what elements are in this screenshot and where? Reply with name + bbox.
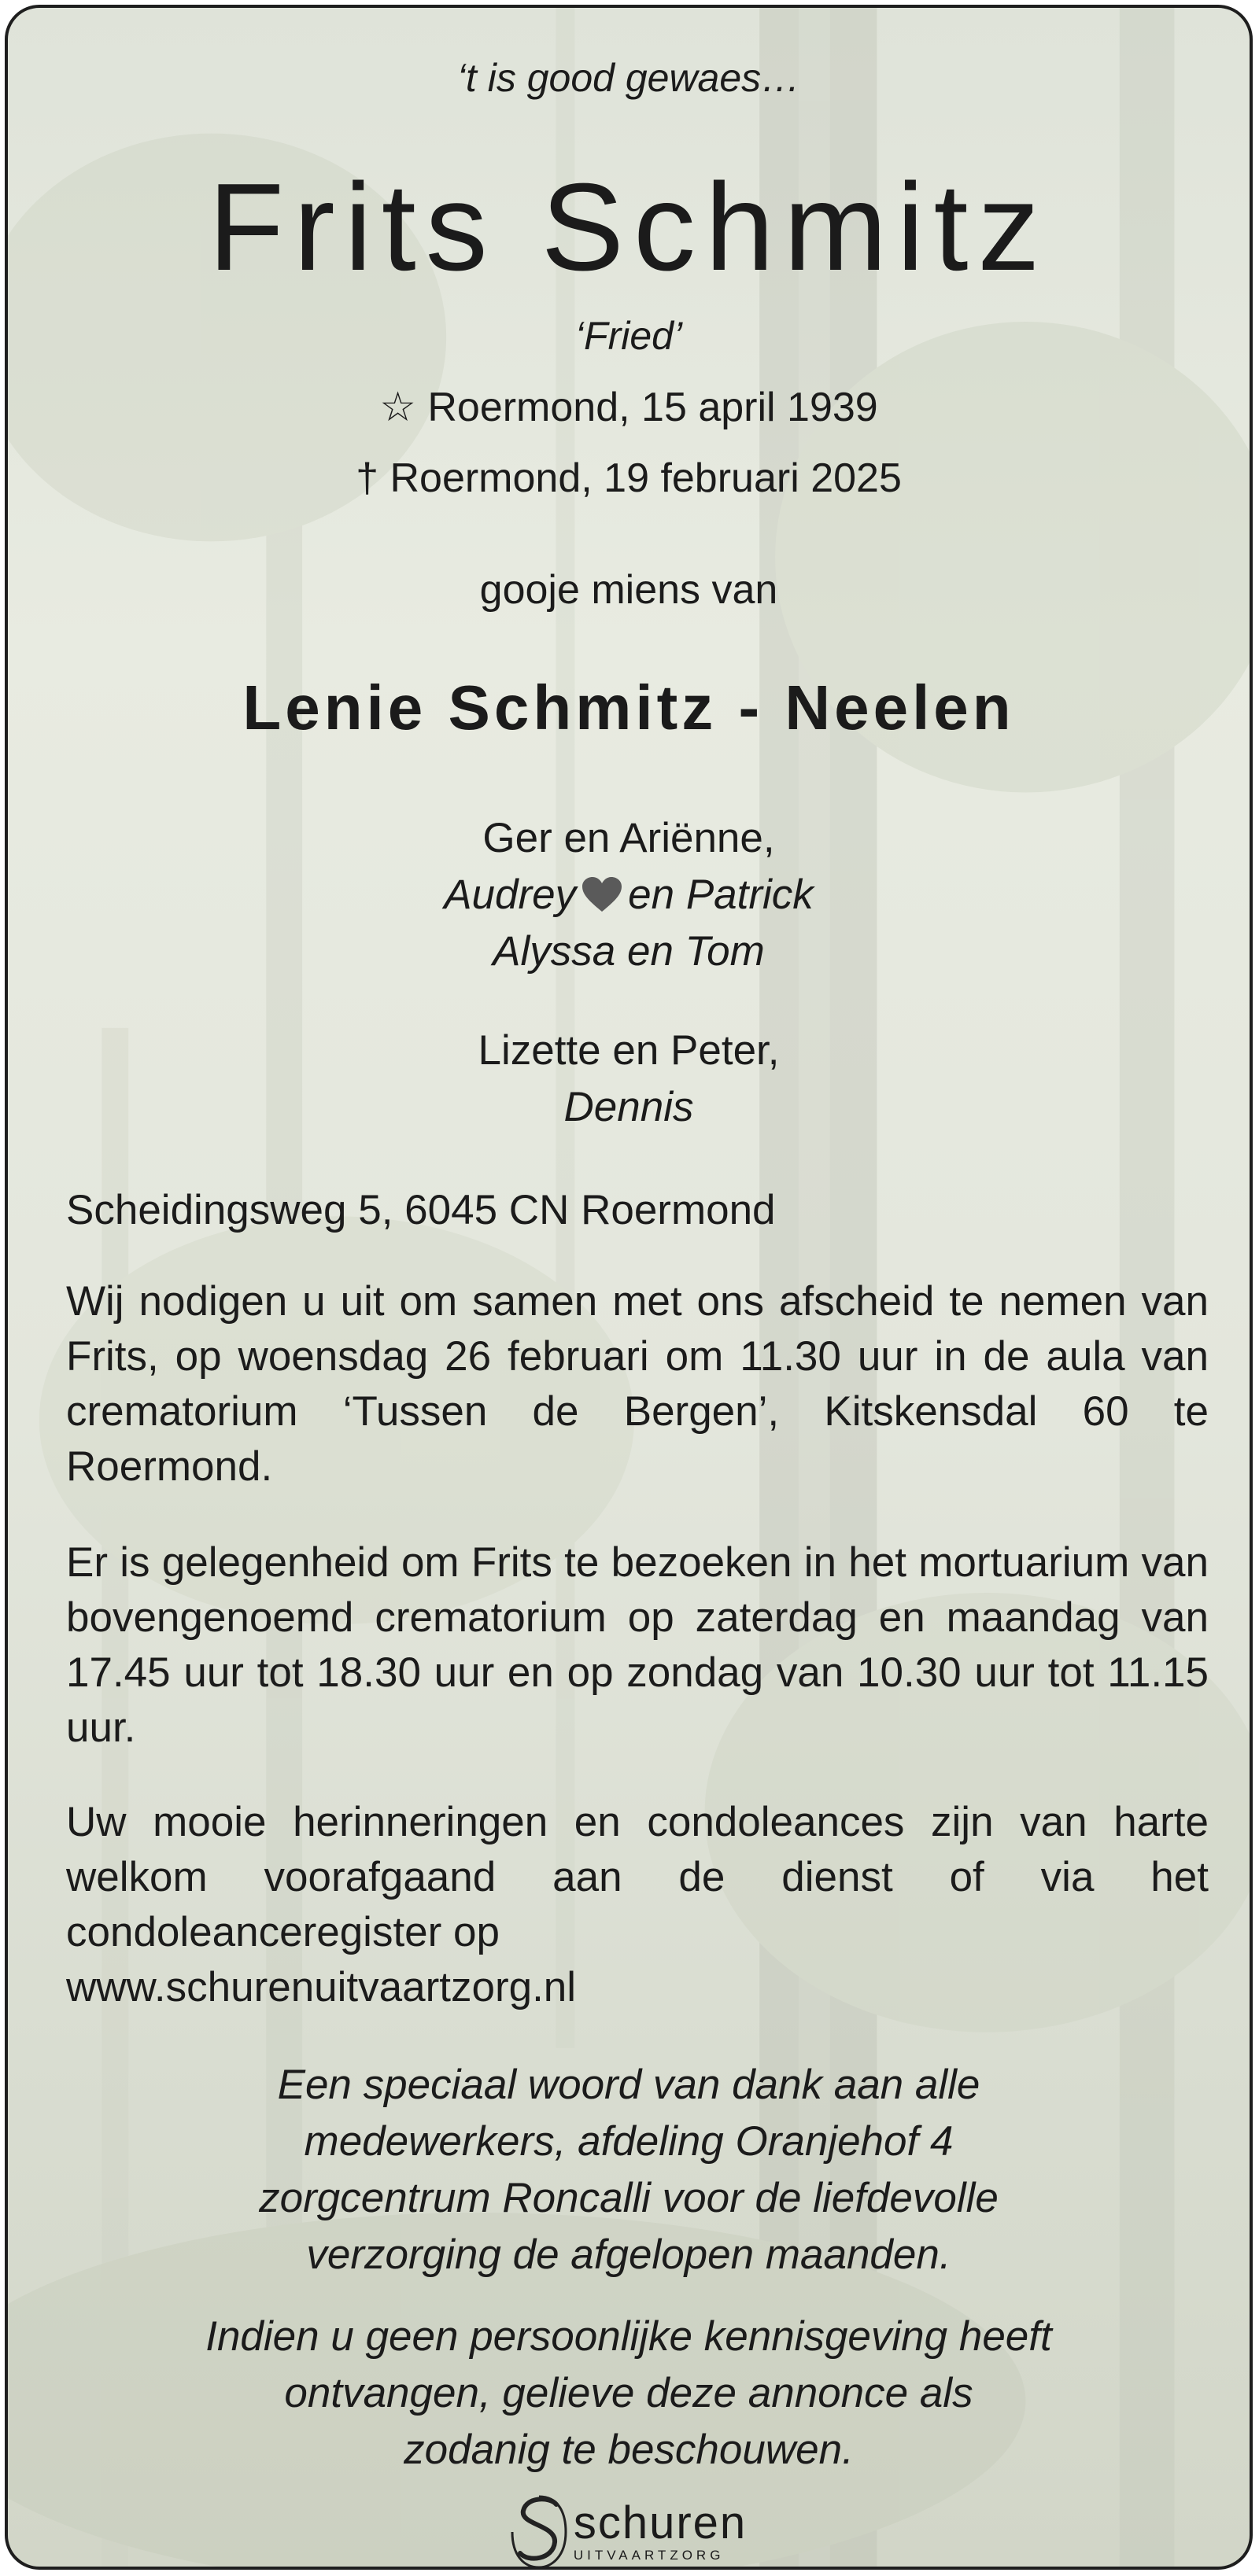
spouse-intro: gooje miens van [479, 567, 778, 613]
website-link[interactable]: www.schurenuitvaartzorg.nl [66, 1964, 577, 2010]
thanks-block [8, 2057, 1250, 2283]
notice-line: zodanig te beschouwen. [404, 2427, 854, 2473]
family-name: Audrey [444, 872, 577, 918]
family-group-1 [8, 810, 1250, 980]
notice-line: Indien u geen persoonlijke kennisgeving heeft [205, 2313, 1052, 2360]
schuren-logo-mark [511, 2493, 567, 2570]
thanks-line: Een speciaal woord van dank aan alle [277, 2062, 980, 2108]
death-line: † Roermond, 19 februari 2025 [356, 455, 902, 501]
family-line: Alyssa en Tom [493, 928, 765, 975]
notice-block [8, 2309, 1250, 2478]
spouse-name: Lenie Schmitz - Neelen [242, 673, 1015, 743]
birth-line: ☆ Roermond, 15 april 1939 [379, 385, 878, 430]
logo-subtitle: UITVAARTZORG [573, 2548, 725, 2563]
thanks-line: medewerkers, afdeling Oranjehof 4 [304, 2118, 954, 2165]
heart-icon [581, 875, 623, 913]
family-name: en Patrick [628, 872, 814, 918]
deceased-nickname: ‘Fried’ [574, 314, 683, 358]
thanks-line: verzorging de afgelopen maanden. [306, 2231, 951, 2278]
family-line: Dennis [563, 1084, 694, 1130]
family-line: Ger en Ariënne, [482, 815, 775, 861]
condolences-text: Uw mooie herinneringen en condoleances zijn van harte welkom voorafgaand aan de dienst of via het condoleanceregister op [66, 1799, 1209, 1955]
ceremony-paragraph: Wij nodigen u uit om samen met ons afscheid te nemen van Frits, op woensdag 26 februari om 11.30 uur in de aula van crematorium ‘Tussen de Bergen’, Kitskensdal 60 te Roermond. [66, 1278, 1209, 1490]
obituary-card [5, 5, 1253, 2570]
family-group-2 [8, 1023, 1250, 1136]
logo-lockup [511, 2493, 747, 2570]
funeral-home-logo [8, 2493, 1250, 2570]
family-line: Lizette en Peter, [478, 1027, 780, 1074]
deceased-name: Frits Schmitz [208, 158, 1050, 297]
address: Scheidingsweg 5, 6045 CN Roermond [66, 1187, 776, 1233]
motto: ‘t is good gewaes… [456, 56, 801, 100]
family-line-with-heart [8, 867, 1250, 923]
logo-text [573, 2497, 748, 2563]
thanks-line: zorgcentrum Roncalli voor de liefdevolle [259, 2175, 999, 2221]
condolences-paragraph [66, 1795, 1209, 2015]
notice-line: ontvangen, gelieve deze annonce als [284, 2370, 973, 2416]
logo-name: schuren [573, 2497, 748, 2548]
obituary-content [8, 8, 1250, 2567]
visit-paragraph: Er is gelegenheid om Frits te bezoeken in het mortuarium van bovengenoemd crematorium op zaterdag en maandag van 17.45 uur tot 18.30 uur en op zondag van 10.30 uur tot 11.15 uur. [66, 1539, 1209, 1751]
